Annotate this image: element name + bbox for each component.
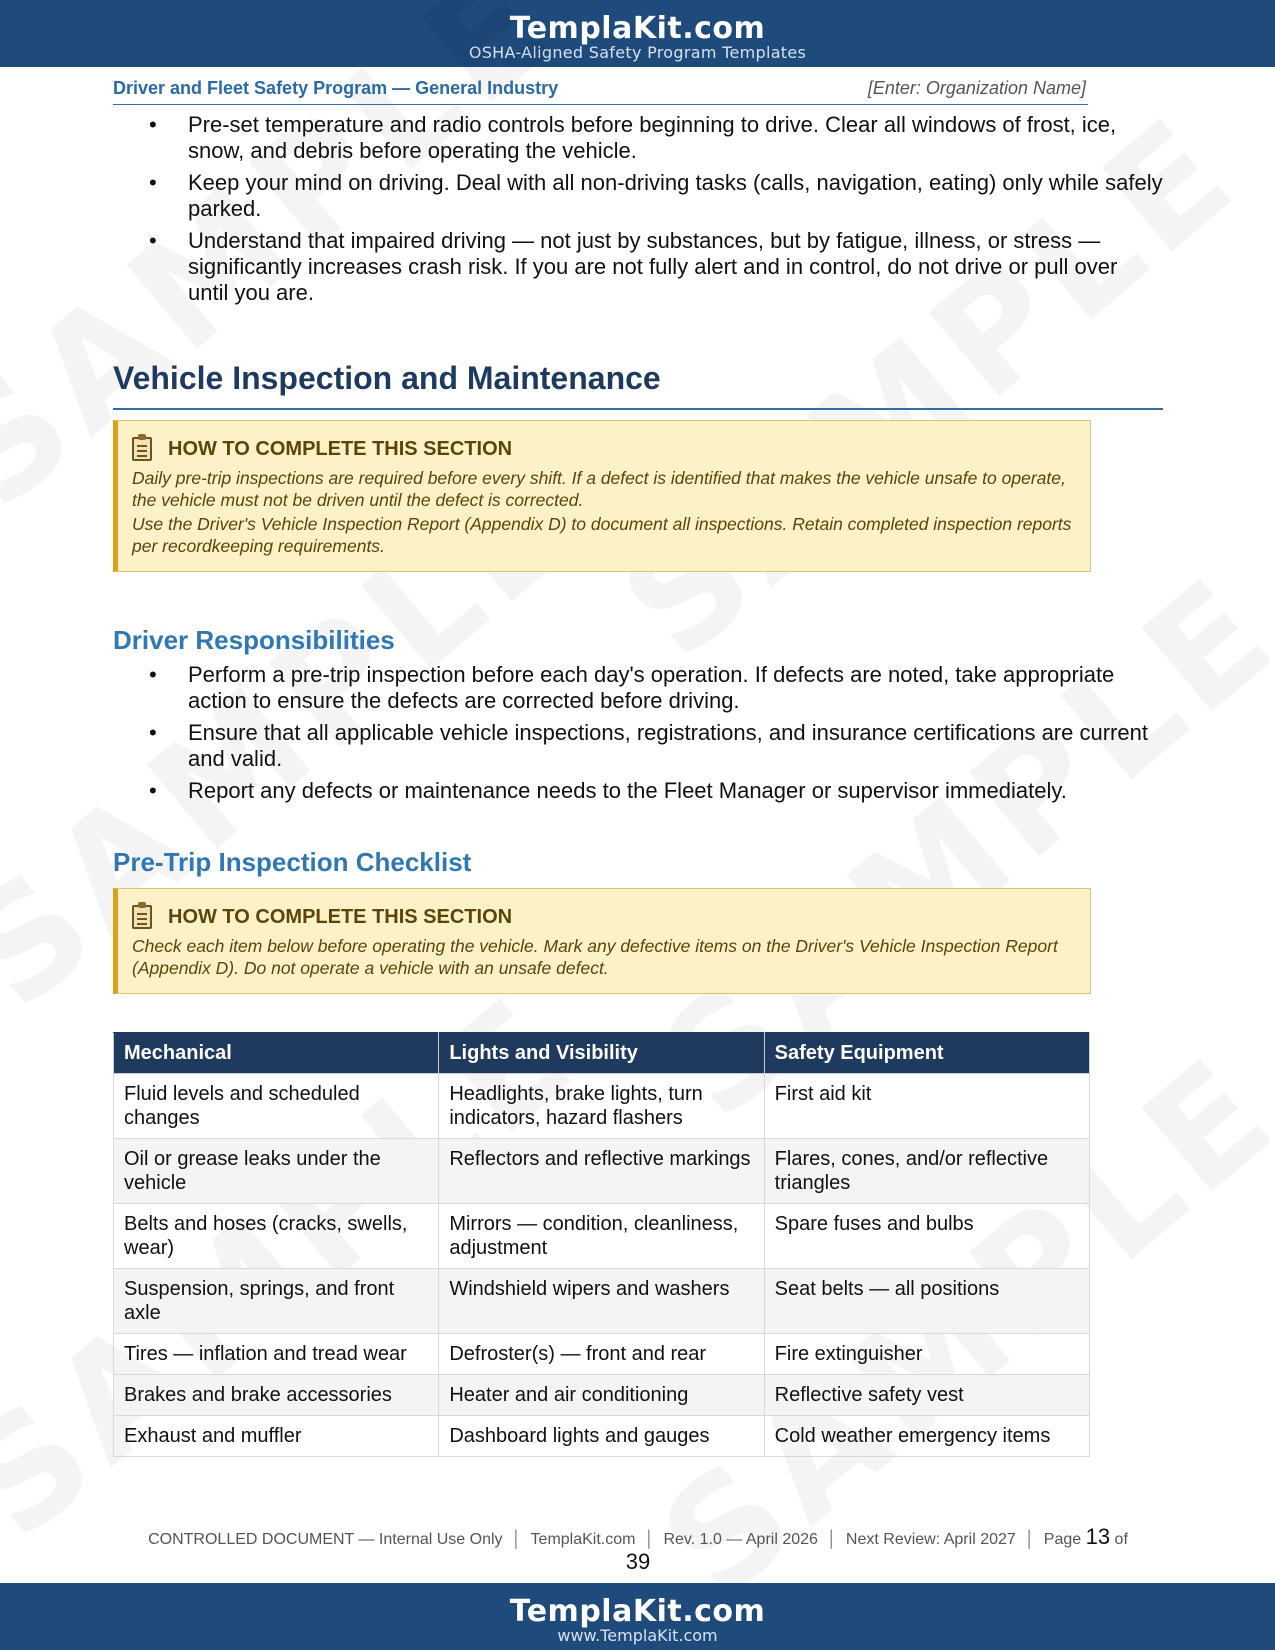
column-header: Mechanical	[114, 1033, 439, 1074]
banner-tagline: OSHA-Aligned Safety Program Templates	[468, 43, 807, 62]
footer-separator: │	[511, 1531, 522, 1548]
footer-next-review: Next Review: April 2027	[845, 1531, 1016, 1548]
table-cell: Mirrors — condition, cleanliness, adjustment	[439, 1204, 764, 1269]
section-heading: Vehicle Inspection and Maintenance	[113, 358, 1163, 410]
document-title: Driver and Fleet Safety Program — General Industry	[113, 78, 559, 98]
clipboard-icon	[132, 437, 152, 461]
table-cell: Spare fuses and bulbs	[764, 1204, 1089, 1269]
table-row	[114, 1139, 1090, 1204]
table-cell: Windshield wipers and washers	[439, 1269, 764, 1334]
page-content	[113, 112, 1163, 1457]
table-header-row	[114, 1033, 1090, 1074]
footer-of-label: of	[1114, 1531, 1128, 1548]
table-cell: Seat belts — all positions	[764, 1269, 1089, 1334]
list-item: • Pre-set temperature and radio controls before beginning to drive. Clear all windows of frost, ice, snow, and debris before operating the vehicle.	[188, 112, 1163, 164]
callout-title-row	[132, 437, 1072, 461]
callout-text: Check each item below before operating the vehicle. Mark any defective items on the Driver's Vehicle Inspection Report (Appendix D). Do not operate a vehicle with an unsafe defect.	[132, 936, 1058, 978]
banner-brand: TemplaKit.com	[509, 11, 766, 46]
table-cell: Dashboard lights and gauges	[439, 1416, 764, 1457]
footer-revision: Rev. 1.0 — April 2026	[663, 1531, 818, 1548]
bottom-banner-url[interactable]: www.TemplaKit.com	[557, 1626, 718, 1645]
column-header: Lights and Visibility	[439, 1033, 764, 1074]
column-header: Safety Equipment	[764, 1033, 1089, 1074]
callout-title: HOW TO COMPLETE THIS SECTION	[168, 437, 513, 460]
callout-text: Daily pre-trip inspections are required before every shift. If a defect is identified that makes the vehicle unsafe to operate, the vehicle must not be driven until the defect is corrected.	[132, 468, 1066, 510]
top-banner	[0, 0, 1275, 67]
responsibilities-bullet-list	[113, 662, 1163, 804]
table-cell: Fire extinguisher	[764, 1334, 1089, 1375]
how-to-callout	[113, 420, 1091, 572]
table-cell: Cold weather emergency items	[764, 1416, 1089, 1457]
subsection-heading: Driver Responsibilities	[113, 625, 395, 655]
list-item: • Report any defects or maintenance needs to the Fleet Manager or supervisor immediately.	[188, 778, 1163, 804]
intro-bullet-list	[113, 112, 1163, 306]
table-cell: Heater and air conditioning	[439, 1375, 764, 1416]
table-cell: Exhaust and muffler	[114, 1416, 439, 1457]
table-row	[114, 1074, 1090, 1139]
callout-title: HOW TO COMPLETE THIS SECTION	[168, 905, 513, 928]
table-cell: Suspension, springs, and front axle	[114, 1269, 439, 1334]
footer-total-pages: 39	[625, 1549, 651, 1574]
table-cell: First aid kit	[764, 1074, 1089, 1139]
footer-separator: │	[1024, 1531, 1035, 1548]
table-cell: Reflectors and reflective markings	[439, 1139, 764, 1204]
table-cell: Tires — inflation and tread wear	[114, 1334, 439, 1375]
list-item: • Understand that impaired driving — not just by substances, but by fatigue, illness, or stress — significantly increases crash risk. If you are not fully alert and in control, do not drive or pull over until you are.	[188, 228, 1163, 306]
how-to-callout	[113, 888, 1091, 994]
table-cell: Defroster(s) — front and rear	[439, 1334, 764, 1375]
page-footer	[113, 1526, 1163, 1576]
footer-controlled-label: CONTROLLED DOCUMENT — Internal Use Only	[148, 1531, 503, 1548]
table-cell: Flares, cones, and/or reflective triangles	[764, 1139, 1089, 1204]
list-item: • Ensure that all applicable vehicle inspections, registrations, and insurance certifications are current and valid.	[188, 720, 1163, 772]
table-row	[114, 1375, 1090, 1416]
footer-page-label: Page	[1043, 1531, 1082, 1548]
table-cell: Belts and hoses (cracks, swells, wear)	[114, 1204, 439, 1269]
table-row	[114, 1204, 1090, 1269]
bottom-banner-brand: TemplaKit.com	[509, 1594, 766, 1629]
table-row	[114, 1269, 1090, 1334]
table-row	[114, 1416, 1090, 1457]
footer-separator: │	[826, 1531, 837, 1548]
running-header	[113, 78, 1088, 105]
organization-name-placeholder: [Enter: Organization Name]	[867, 78, 1086, 98]
list-item: • Perform a pre-trip inspection before each day's operation. If defects are noted, take appropriate action to ensure the defects are corrected before driving.	[188, 662, 1163, 714]
table-cell: Brakes and brake accessories	[114, 1375, 439, 1416]
bottom-banner	[0, 1583, 1275, 1650]
table-cell: Oil or grease leaks under the vehicle	[114, 1139, 439, 1204]
footer-site: TemplaKit.com	[530, 1531, 636, 1548]
table-cell: Reflective safety vest	[764, 1375, 1089, 1416]
clipboard-icon	[132, 905, 152, 929]
table-cell: Headlights, brake lights, turn indicators, hazard flashers	[439, 1074, 764, 1139]
footer-separator: │	[644, 1531, 655, 1548]
footer-page-number: 13	[1085, 1524, 1111, 1549]
table-row	[114, 1334, 1090, 1375]
list-item: • Keep your mind on driving. Deal with all non-driving tasks (calls, navigation, eating) only while safely parked.	[188, 170, 1163, 222]
inspection-checklist-table	[113, 1032, 1090, 1457]
callout-text: Use the Driver's Vehicle Inspection Report (Appendix D) to document all inspections. Retain completed inspection reports per recordkeeping requirements.	[132, 514, 1072, 556]
table-cell: Fluid levels and scheduled changes	[114, 1074, 439, 1139]
callout-title-row	[132, 905, 1072, 929]
subsection-heading: Pre-Trip Inspection Checklist	[113, 847, 472, 877]
